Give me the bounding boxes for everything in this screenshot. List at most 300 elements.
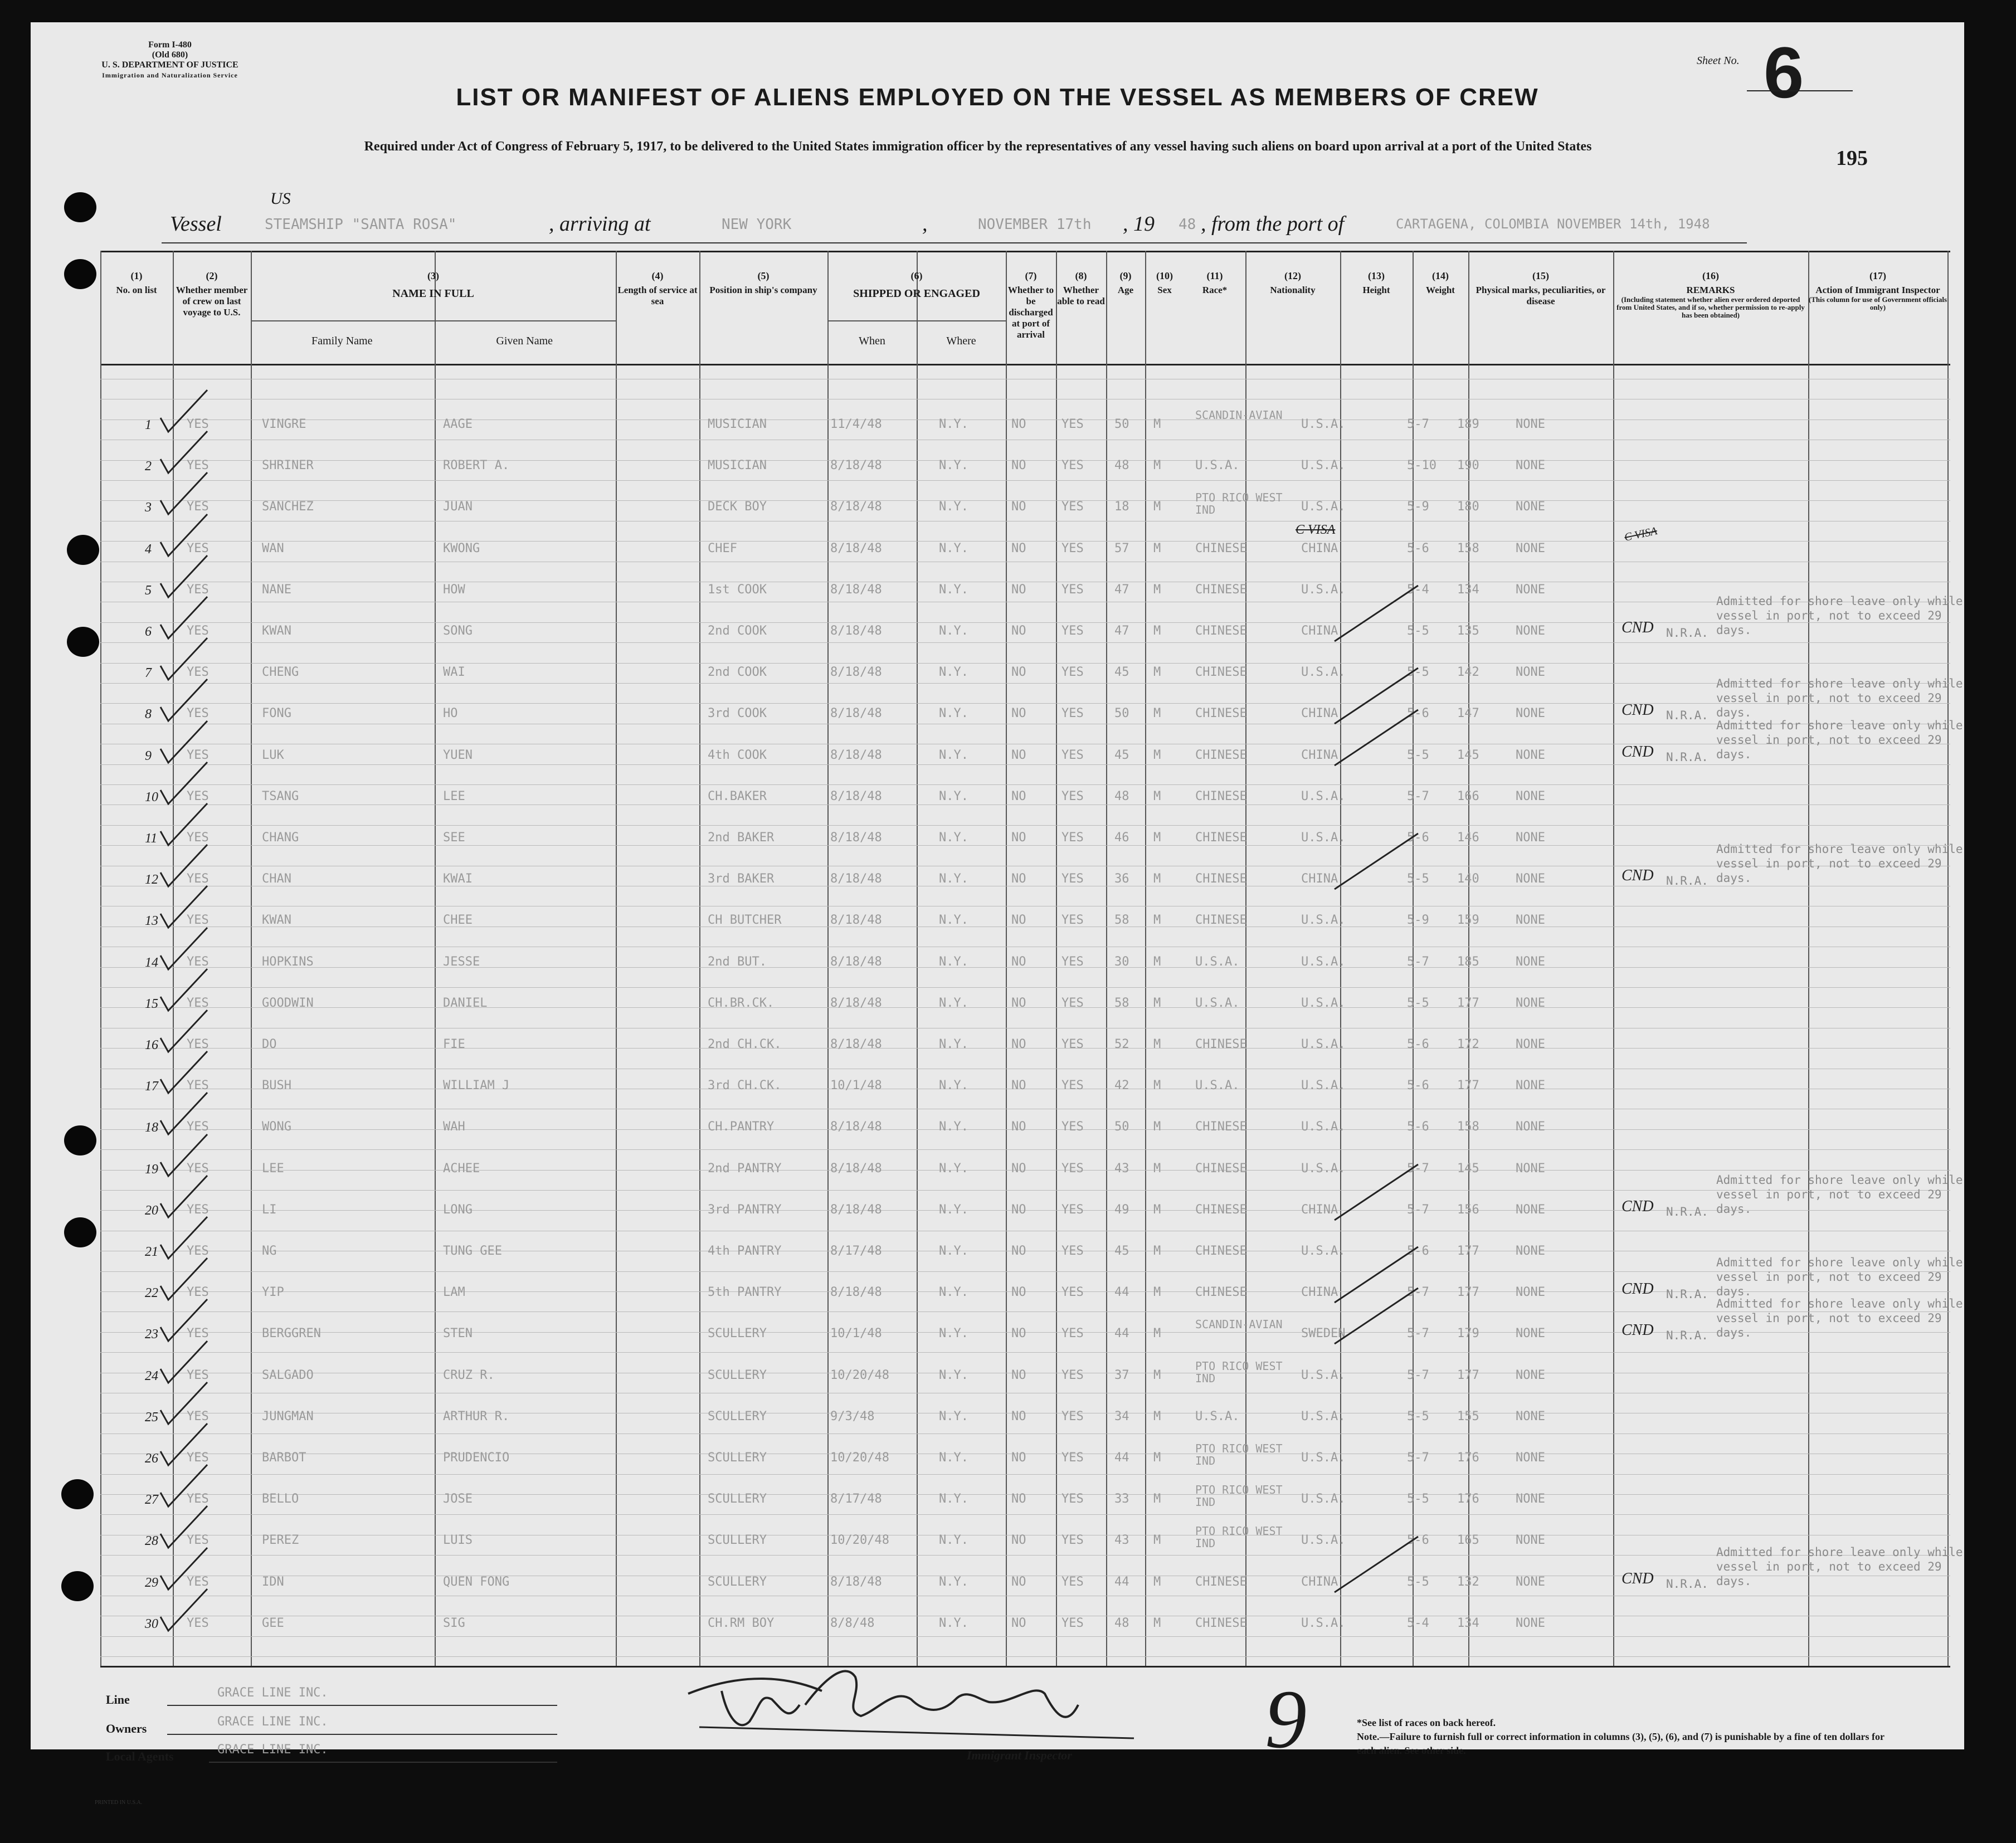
page-mark: 9 [1265, 1673, 1307, 1766]
cell-marks: NONE [1516, 1079, 1545, 1093]
cell-marks: NONE [1516, 582, 1545, 597]
cell-pos: 3rd BAKER [708, 872, 775, 886]
cell-age: 44 [1114, 1574, 1129, 1589]
vessel-underline [162, 242, 1747, 243]
cell-read: YES [1061, 541, 1084, 555]
cell-nat: U.S.A. [1301, 1616, 1346, 1630]
cell-when: 10/20/48 [830, 1533, 889, 1548]
row-number: 12 [145, 872, 158, 888]
cell-read: YES [1061, 1451, 1084, 1465]
column-label: Whether to be discharged at port of arrival [1007, 285, 1054, 340]
cell-where: N.Y. [939, 1244, 968, 1258]
column-header-3 [251, 270, 616, 299]
cell-dis: NO [1011, 1079, 1026, 1093]
cell-sex: M [1153, 1492, 1161, 1506]
cnd-mark: CND [1621, 867, 1654, 885]
cell-weight: 156 [1457, 1202, 1479, 1217]
cell-sex: M [1153, 1533, 1161, 1548]
cell-marks: NONE [1516, 1409, 1545, 1423]
cell-nat: U.S.A. [1301, 1244, 1346, 1258]
cell-sex: M [1153, 1037, 1161, 1051]
cell-read: YES [1061, 1161, 1084, 1176]
cell-crew: YES [187, 541, 209, 555]
subheader-rule [827, 320, 1006, 321]
cell-when: 8/18/48 [830, 706, 882, 721]
cell-sex: M [1153, 1244, 1161, 1258]
cell-height: 5-6 [1407, 831, 1429, 845]
cell-race: U.S.A. [1195, 459, 1240, 473]
nra-mark: N.R.A. [1666, 626, 1708, 640]
cell-nat: U.S.A. [1301, 1533, 1346, 1548]
cell-height: 5-7 [1407, 1202, 1429, 1217]
cell-height: 5-7 [1407, 417, 1429, 431]
cell-family: TSANG [262, 789, 299, 803]
cell-age: 30 [1114, 954, 1129, 969]
column-number: (4) [651, 270, 664, 281]
column-label: Weight [1426, 285, 1455, 295]
cell-weight: 146 [1457, 831, 1479, 845]
cell-marks: NONE [1516, 748, 1545, 762]
row-number: 18 [145, 1120, 158, 1135]
cell-where: N.Y. [939, 541, 968, 555]
slash-mark-icon [1329, 704, 1440, 771]
cell-sex: M [1153, 913, 1161, 928]
cell-nat: U.S.A. [1301, 1079, 1346, 1093]
cell-crew: YES [187, 706, 209, 721]
cell-read: YES [1061, 996, 1084, 1010]
cell-height: 5-6 [1407, 1244, 1429, 1258]
column-header-17 [1808, 270, 1947, 311]
cell-weight: 159 [1457, 913, 1479, 928]
cell-height: 5-9 [1407, 913, 1429, 928]
column-number: (8) [1075, 270, 1087, 281]
cell-crew: YES [187, 1574, 209, 1589]
cell-read: YES [1061, 582, 1084, 597]
cell-where: N.Y. [939, 706, 968, 721]
cell-pos: SCULLERY [708, 1327, 767, 1341]
cell-age: 37 [1114, 1368, 1129, 1382]
cell-weight: 134 [1457, 1616, 1479, 1630]
cell-dis: NO [1011, 541, 1026, 555]
cell-given: WAH [443, 1120, 465, 1134]
cell-race: PTO RICO WEST IND [1195, 1483, 1283, 1509]
cell-weight: 147 [1457, 706, 1479, 721]
subheader-rule [251, 320, 616, 321]
punch-hole [67, 535, 99, 565]
cell-nat: U.S.A. [1301, 1492, 1346, 1506]
cell-age: 52 [1114, 1037, 1129, 1051]
cell-crew: YES [187, 459, 209, 473]
column-label: Race* [1202, 285, 1228, 295]
form-old-number: (Old 680) [152, 50, 188, 60]
cell-height: 5-7 [1407, 954, 1429, 969]
cell-nat: CHINA [1301, 872, 1338, 886]
cell-age: 49 [1114, 1202, 1129, 1217]
row-number: 22 [145, 1286, 158, 1301]
cell-family: BUSH [262, 1079, 291, 1093]
cell-race: CHINESE [1195, 872, 1247, 886]
cell-weight: 180 [1457, 500, 1479, 514]
column-subheader: Family Name [311, 335, 373, 347]
cell-dis: NO [1011, 913, 1026, 928]
inspector-label: Immigrant Inspector [967, 1748, 1072, 1762]
column-number: (7) [1025, 270, 1037, 281]
cell-sex: M [1153, 1079, 1161, 1093]
row-number: 1 [145, 418, 152, 432]
sheet-label: Sheet No. [1697, 55, 1740, 67]
cell-crew: YES [187, 996, 209, 1010]
cell-dis: NO [1011, 1037, 1026, 1051]
ruled-line [100, 1190, 1950, 1191]
cell-nat: U.S.A. [1301, 831, 1346, 845]
cell-marks: NONE [1516, 1120, 1545, 1134]
row-number: 13 [145, 914, 158, 929]
cell-nat: U.S.A. [1301, 1409, 1346, 1423]
column-header-12 [1245, 270, 1340, 296]
cell-given: CHEE [443, 913, 473, 928]
cell-sex: M [1153, 1616, 1161, 1630]
column-subheader: When [859, 335, 885, 347]
nra-mark: N.R.A. [1666, 874, 1708, 888]
cell-where: N.Y. [939, 582, 968, 597]
cell-dis: NO [1011, 1574, 1026, 1589]
cell-family: PEREZ [262, 1533, 299, 1548]
cell-height: 5-5 [1407, 748, 1429, 762]
cell-read: YES [1061, 500, 1084, 514]
vessel-handwritten-prefix: US [270, 189, 291, 208]
cell-weight: 176 [1457, 1451, 1479, 1465]
cell-pos: 1st COOK [708, 582, 767, 597]
cell-race: CHINESE [1195, 1285, 1247, 1300]
cell-given: LAM [443, 1285, 465, 1300]
agents-underline [209, 1762, 557, 1763]
cell-given: SIG [443, 1616, 465, 1630]
cell-weight: 177 [1457, 996, 1479, 1010]
cell-where: N.Y. [939, 872, 968, 886]
cell-dis: NO [1011, 1533, 1026, 1548]
vessel-name: STEAMSHIP "SANTA ROSA" [265, 216, 457, 233]
cell-where: N.Y. [939, 831, 968, 845]
arriving-port: NEW YORK [722, 216, 792, 233]
cell-marks: NONE [1516, 1161, 1545, 1176]
cell-given: KWAI [443, 872, 473, 886]
cell-sex: M [1153, 500, 1161, 514]
row-number: 30 [145, 1616, 158, 1631]
cell-where: N.Y. [939, 459, 968, 473]
cell-pos: 2nd CH.CK. [708, 1037, 782, 1051]
cell-weight: 145 [1457, 1161, 1479, 1176]
cell-height: 5-6 [1407, 1037, 1429, 1051]
cell-race: CHINESE [1195, 1202, 1247, 1217]
cell-crew: YES [187, 665, 209, 680]
slash-mark-icon [1329, 1159, 1440, 1226]
agents-label: Local Agents [106, 1749, 174, 1763]
column-number: (12) [1284, 270, 1301, 281]
cell-nat: CHINA [1301, 748, 1338, 762]
cell-dis: NO [1011, 1368, 1026, 1382]
cell-height: 5-7 [1407, 1161, 1429, 1176]
row-number: 3 [145, 500, 152, 515]
cell-age: 48 [1114, 789, 1129, 803]
column-header-4 [616, 270, 699, 307]
agents-value: GRACE LINE INC. [217, 1743, 328, 1757]
cell-given: YUEN [443, 748, 473, 762]
cell-marks: NONE [1516, 1616, 1545, 1630]
cell-where: N.Y. [939, 1451, 968, 1465]
cell-pos: CH.BAKER [708, 789, 767, 803]
cell-sex: M [1153, 1327, 1161, 1341]
cell-when: 8/18/48 [830, 1037, 882, 1051]
row-number: 24 [145, 1368, 158, 1383]
cell-given: FIE [443, 1037, 465, 1051]
column-label: Position in ship's company [709, 285, 817, 295]
arrival-year: 48 [1179, 216, 1196, 233]
cell-pos: CH.RM BOY [708, 1616, 775, 1630]
cell-family: BELLO [262, 1492, 299, 1506]
cell-marks: NONE [1516, 1451, 1545, 1465]
cell-height: 5-5 [1407, 1409, 1429, 1423]
cell-given: HOW [443, 582, 465, 597]
cell-race: SCANDIN-AVIAN [1195, 1318, 1283, 1332]
owners-label: Owners [106, 1722, 147, 1735]
page-subtitle: Required under Act of Congress of February 5, 1917, to be delivered to the United States immigration officer by the representatives of any vessel having such aliens on board upon arrival at a port of the United States [364, 139, 1592, 154]
inspector-signature [677, 1638, 1167, 1749]
form-identifier [98, 40, 242, 80]
column-number: (2) [206, 270, 218, 281]
cell-nat: U.S.A. [1301, 1120, 1346, 1134]
cell-where: N.Y. [939, 1037, 968, 1051]
cell-race: PTO RICO WEST IND [1195, 1359, 1283, 1385]
column-subheader: Given Name [496, 335, 553, 347]
cell-family: WONG [262, 1120, 291, 1134]
cell-family: SALGADO [262, 1368, 314, 1382]
column-label: Nationality [1270, 285, 1316, 295]
row-number: 4 [145, 542, 152, 557]
cell-weight: 158 [1457, 1120, 1479, 1134]
cell-nat: CHINA [1301, 1574, 1338, 1589]
cell-age: 50 [1114, 417, 1129, 431]
cell-when: 8/18/48 [830, 954, 882, 969]
cell-height: 5-7 [1407, 1368, 1429, 1382]
cell-height: 5-5 [1407, 624, 1429, 638]
cell-age: 45 [1114, 1244, 1129, 1258]
column-header-9 [1106, 270, 1145, 296]
row-number: 5 [145, 583, 152, 598]
remark-text: Admitted for shore leave only while vessel in port, not to exceed 29 days. [1716, 1256, 1963, 1299]
cell-family: NG [262, 1244, 277, 1258]
column-number: (17) [1869, 270, 1886, 281]
cell-given: ARTHUR R. [443, 1409, 510, 1423]
cell-race: CHINESE [1195, 1120, 1247, 1134]
cell-family: NANE [262, 582, 291, 597]
cell-dis: NO [1011, 624, 1026, 638]
punch-hole [61, 1479, 94, 1509]
cell-nat: CHINA [1301, 624, 1338, 638]
page-title: LIST OR MANIFEST OF ALIENS EMPLOYED ON THE VESSEL AS MEMBERS OF CREW [456, 84, 1539, 111]
cell-age: 57 [1114, 541, 1129, 555]
cell-family: BERGGREN [262, 1327, 321, 1341]
cell-dis: NO [1011, 789, 1026, 803]
cell-race: CHINESE [1195, 624, 1247, 638]
cell-marks: NONE [1516, 789, 1545, 803]
column-header-11 [1184, 270, 1245, 296]
slash-mark-icon [1329, 1531, 1440, 1598]
cell-marks: NONE [1516, 996, 1545, 1010]
cell-where: N.Y. [939, 1492, 968, 1506]
cell-when: 8/18/48 [830, 831, 882, 845]
cell-read: YES [1061, 665, 1084, 680]
cell-crew: YES [187, 1120, 209, 1134]
row-number: 10 [145, 789, 158, 805]
cell-family: IDN [262, 1574, 284, 1589]
cell-where: N.Y. [939, 1409, 968, 1423]
cell-sex: M [1153, 541, 1161, 555]
cell-marks: NONE [1516, 913, 1545, 928]
cell-where: N.Y. [939, 1327, 968, 1341]
column-header-1 [100, 270, 173, 296]
row-number: 7 [145, 666, 152, 681]
cell-family: DO [262, 1037, 277, 1051]
cell-given: SEE [443, 831, 465, 845]
cell-crew: YES [187, 1244, 209, 1258]
ruled-line [100, 825, 1950, 826]
cell-age: 50 [1114, 1120, 1129, 1134]
cell-weight: 185 [1457, 954, 1479, 969]
printed-mark: PRINTED IN U.S.A. [95, 1800, 143, 1806]
cell-age: 43 [1114, 1533, 1129, 1548]
cell-crew: YES [187, 500, 209, 514]
cell-height: 5-6 [1407, 1079, 1429, 1093]
cell-crew: YES [187, 1368, 209, 1382]
cell-age: 44 [1114, 1327, 1129, 1341]
cell-height: 5-5 [1407, 1492, 1429, 1506]
cell-given: QUEN FONG [443, 1574, 510, 1589]
cell-height: 5-6 [1407, 541, 1429, 555]
cell-given: JUAN [443, 500, 473, 514]
cell-crew: YES [187, 1202, 209, 1217]
cell-marks: NONE [1516, 541, 1545, 555]
cell-when: 8/18/48 [830, 665, 882, 680]
cell-read: YES [1061, 1327, 1084, 1341]
cell-crew: YES [187, 1451, 209, 1465]
cell-given: JOSE [443, 1492, 473, 1506]
cell-race: CHINESE [1195, 1616, 1247, 1630]
cell-where: N.Y. [939, 1120, 968, 1134]
ruled-line [100, 663, 1950, 664]
ruled-line [100, 1271, 1950, 1272]
cell-height: 5-10 [1407, 459, 1436, 473]
cell-where: N.Y. [939, 789, 968, 803]
nra-mark: N.R.A. [1666, 1577, 1708, 1591]
cell-family: LUK [262, 748, 284, 762]
cell-read: YES [1061, 1616, 1084, 1630]
cell-dis: NO [1011, 665, 1026, 680]
cell-race: CHINESE [1195, 831, 1247, 845]
cell-when: 8/18/48 [830, 913, 882, 928]
row-number: 28 [145, 1534, 158, 1549]
cell-sex: M [1153, 1161, 1161, 1176]
line-underline [167, 1705, 557, 1706]
cell-marks: NONE [1516, 624, 1545, 638]
ruled-line [100, 987, 1950, 988]
cell-marks: NONE [1516, 1574, 1545, 1589]
cell-when: 8/18/48 [830, 872, 882, 886]
cell-pos: SCULLERY [708, 1368, 767, 1382]
row-number: 14 [145, 955, 158, 970]
cell-race: CHINESE [1195, 748, 1247, 762]
cell-read: YES [1061, 1533, 1084, 1548]
cell-age: 34 [1114, 1409, 1129, 1423]
cell-marks: NONE [1516, 1202, 1545, 1217]
cell-crew: YES [187, 954, 209, 969]
cell-nat: CHINA [1301, 706, 1338, 721]
cell-sex: M [1153, 665, 1161, 680]
cell-where: N.Y. [939, 1079, 968, 1093]
cell-height: 5-5 [1407, 1574, 1429, 1589]
cell-dis: NO [1011, 1492, 1026, 1506]
cell-crew: YES [187, 582, 209, 597]
cell-crew: YES [187, 624, 209, 638]
ruled-line [100, 784, 1950, 785]
cell-when: 11/4/48 [830, 417, 882, 431]
cell-age: 46 [1114, 831, 1129, 845]
cell-read: YES [1061, 1409, 1084, 1423]
cell-given: LUIS [443, 1533, 473, 1548]
cell-race: CHINESE [1195, 1037, 1247, 1051]
cell-pos: 3rd PANTRY [708, 1202, 782, 1217]
sheet-number: 6 [1764, 32, 1804, 113]
column-header-2 [173, 270, 251, 318]
column-label: Whether member of crew on last voyage to U.S. [176, 285, 248, 318]
cell-family: SHRINER [262, 459, 314, 473]
cell-given: AAGE [443, 417, 473, 431]
cell-where: N.Y. [939, 954, 968, 969]
cell-family: CHENG [262, 665, 299, 680]
cnd-mark: CND [1621, 1569, 1654, 1587]
row-number: 20 [145, 1203, 158, 1218]
cell-pos: CHEF [708, 541, 737, 555]
cell-where: N.Y. [939, 1574, 968, 1589]
cell-crew: YES [187, 1492, 209, 1506]
column-number: (15) [1532, 270, 1549, 281]
cell-read: YES [1061, 1285, 1084, 1300]
races-note: *See list of races on back hereof. [1357, 1717, 1496, 1728]
cell-race: CHINESE [1195, 789, 1247, 803]
cell-crew: YES [187, 831, 209, 845]
cell-weight: 177 [1457, 1079, 1479, 1093]
serial-number: 195 [1836, 147, 1868, 170]
cell-read: YES [1061, 1492, 1084, 1506]
column-number: (5) [757, 270, 770, 281]
column-header-14 [1413, 270, 1468, 296]
ruled-line [100, 1149, 1950, 1150]
cell-where: N.Y. [939, 996, 968, 1010]
column-label: Whether able to read [1057, 285, 1105, 306]
nra-mark: N.R.A. [1666, 1329, 1708, 1343]
check-mark-icon [156, 1586, 212, 1636]
cell-crew: YES [187, 1161, 209, 1176]
cell-marks: NONE [1516, 1285, 1545, 1300]
cnd-mark: CND [1621, 701, 1654, 719]
cell-nat: U.S.A. [1301, 996, 1346, 1010]
cell-where: N.Y. [939, 1161, 968, 1176]
cell-dis: NO [1011, 582, 1026, 597]
cell-pos: CH.BR.CK. [708, 996, 775, 1010]
cell-sex: M [1153, 1202, 1161, 1217]
cell-dis: NO [1011, 417, 1026, 431]
cell-where: N.Y. [939, 665, 968, 680]
cell-sex: M [1153, 582, 1161, 597]
